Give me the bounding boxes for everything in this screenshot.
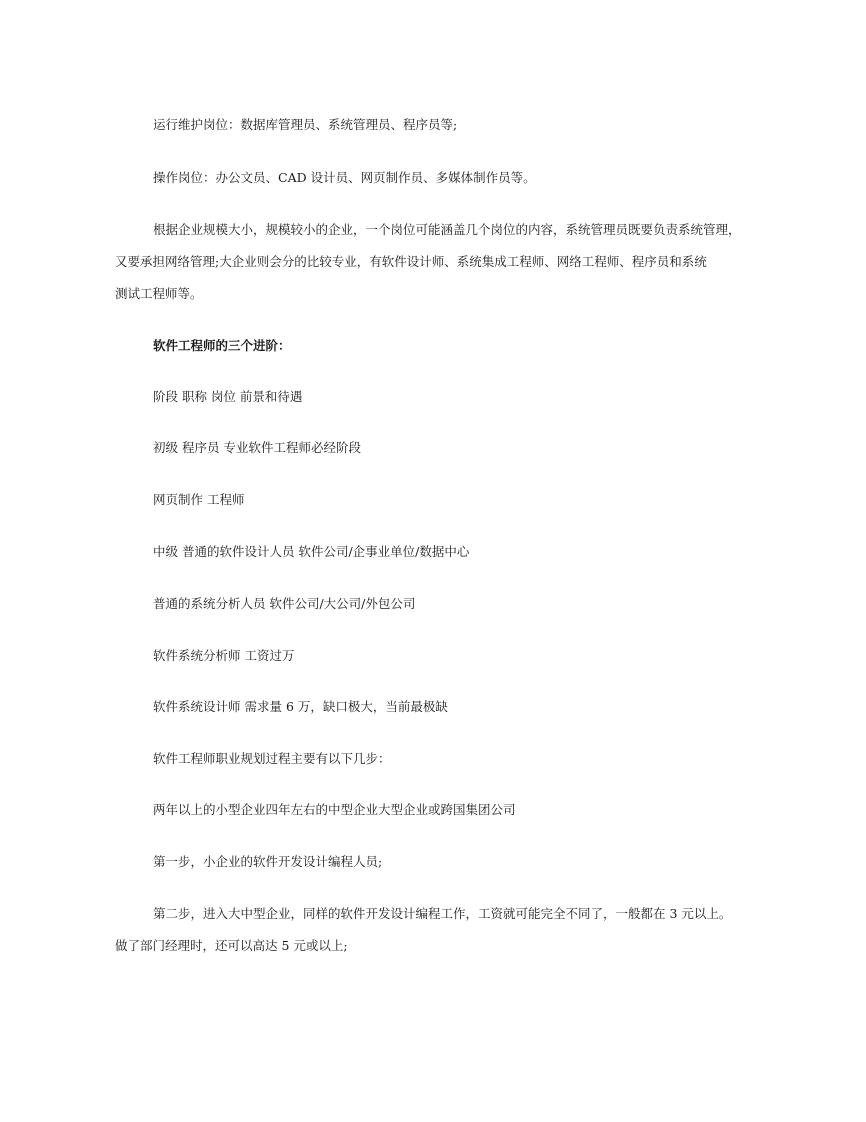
paragraph-company-size-line-3: 测试工程师等。 [115,286,203,301]
level-junior-line: 初级 程序员 专业软件工程师必经阶段 [153,440,361,455]
section-heading: 软件工程师的三个进阶： [153,338,291,353]
web-design-line: 网页制作 工程师 [153,492,245,507]
level-mid-line: 中级 普通的软件设计人员 软件公司/企事业单位/数据中心 [153,544,470,559]
career-plan-intro: 软件工程师职业规划过程主要有以下几步： [153,751,391,766]
company-progression-line: 两年以上的小型企业四年左右的中型企业大型企业或跨国集团公司 [153,802,516,817]
step-two-line-2: 做了部门经理时，还可以高达 5 元或以上; [115,938,348,953]
step-one-line: 第一步，小企业的软件开发设计编程人员; [153,854,383,869]
senior-analyst-line: 软件系统分析师 工资过万 [153,648,295,663]
system-designer-line: 软件系统设计师 需求量 6 万，缺口极大，当前最极缺 [153,699,448,714]
paragraph-company-size-line-1: 根据企业规模大小，规模较小的企业，一个岗位可能涵盖几个岗位的内容，系统管理员既要负责系统管理， [153,222,741,237]
paragraph-operation-roles: 操作岗位：办公文员、CAD 设计员、网页制作员、多媒体制作员等。 [153,170,536,185]
paragraph-company-size-line-2: 又要承担网络管理;大企业则会分的比较专业，有软件设计师、系统集成工程师、网络工程师、程序员和系统 [115,254,707,269]
system-analyst-line: 普通的系统分析人员 软件公司/大公司/外包公司 [153,596,416,611]
paragraph-ops-maintenance: 运行维护岗位：数据库管理员、系统管理员、程序员等; [153,117,458,132]
table-header-line: 阶段 职称 岗位 前景和待遇 [153,389,303,404]
step-two-line-1: 第二步，进入大中型企业，同样的软件开发设计编程工作，工资就可能完全不同了，一般都在 3 元以上。 [153,906,732,921]
